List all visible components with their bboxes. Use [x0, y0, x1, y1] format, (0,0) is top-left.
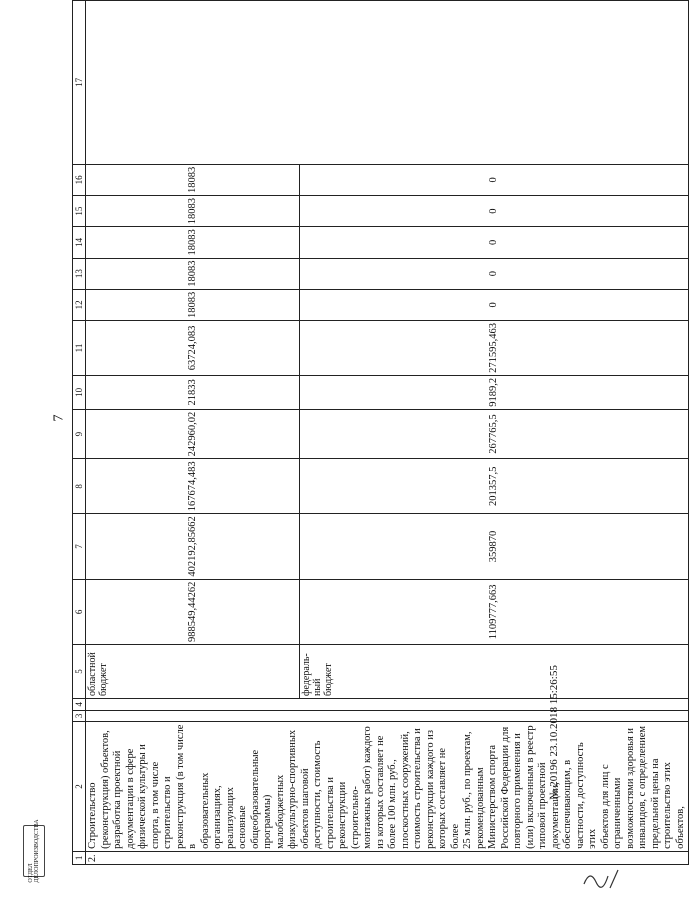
value-cell: 21833	[86, 375, 300, 409]
value-cell: 18083	[86, 196, 300, 227]
row-name-line: основные	[237, 805, 248, 849]
header-cell: 1	[73, 851, 86, 864]
row-name-line: общеобразовательные	[249, 749, 261, 849]
header-cell: 16	[73, 164, 86, 195]
value-cell: 63724,083	[86, 321, 300, 376]
table-row	[86, 1, 300, 865]
value-cell: 0	[299, 258, 688, 289]
row-name-line: монтажных работ) каждого	[362, 726, 373, 849]
row-name-line: обеспечивающим, в	[562, 759, 573, 849]
row-name-line: (или) включенным в реестр	[524, 725, 536, 849]
row-name-line: разработка проектной	[112, 750, 123, 849]
source-cell: областной бюджет	[86, 645, 300, 699]
row-name-line: организациях, реализующих	[212, 785, 236, 849]
document-registration-number: № 20196 23.10.2018 15:26:55	[548, 665, 560, 800]
row-name-line: Министерством спорта	[487, 744, 498, 849]
row-name-line: более 100 млн. руб.,	[387, 759, 398, 849]
header-cell: 3	[73, 710, 86, 722]
row-name-line: 25 млн. руб., по проектам,	[462, 731, 473, 849]
row-name-line: плоскостных сооружений,	[399, 731, 411, 849]
value-cell: 0	[299, 289, 688, 320]
header-cell: 8	[73, 459, 86, 514]
rotated-table-sheet	[60, 0, 686, 905]
header-cell: 14	[73, 227, 86, 258]
row-name-line: (реконструкция) объектов,	[99, 730, 111, 849]
header-cell: 7	[73, 514, 86, 579]
value-cell: 271595,463	[299, 321, 688, 376]
header-cell: 13	[73, 258, 86, 289]
value-cell: 18083	[86, 164, 300, 195]
source-cell: федераль-ный бюджет	[299, 645, 688, 699]
row-name-line: спорта, в том числе	[149, 761, 161, 849]
value-cell: 242960,02	[86, 409, 300, 459]
row-name-line: Российской Федерации для	[499, 726, 511, 849]
row-name-line: ограниченными	[612, 777, 623, 849]
row-name-line: строительство этих объектов,	[662, 762, 686, 849]
row-name-line: физкультурно-спортивных	[287, 729, 298, 849]
row-name-line: реконструкции (строительно-	[337, 781, 361, 849]
value-cell: 988549,44262	[86, 579, 300, 644]
row-name-line: стоимость строительства и	[412, 728, 423, 849]
row-name-line: возможностями здоровья и	[624, 727, 636, 849]
row-name-line: программы) малобюджетных	[262, 774, 286, 849]
header-cell: 2	[73, 722, 86, 852]
value-cell: 18083	[86, 227, 300, 258]
header-cell: 12	[73, 289, 86, 320]
value-cell: 18083	[86, 258, 300, 289]
row-name-line: строительства и	[324, 777, 336, 849]
col4-cell	[86, 698, 689, 710]
row-name	[86, 722, 689, 852]
header-cell: 6	[73, 579, 86, 644]
row-name-line: реконструкции каждого из	[424, 730, 436, 849]
row-name-line: из которых составляет не	[374, 735, 386, 849]
page-number: 7	[51, 414, 67, 422]
header-cell: 4	[73, 698, 86, 710]
row-name-line: предельной цены на	[649, 758, 661, 849]
handwritten-mark-icon	[582, 864, 622, 894]
row-name-line: инвалидов, с определением	[637, 725, 648, 849]
value-cell	[86, 1, 689, 165]
header-cell: 15	[73, 196, 86, 227]
row-name-line: документации,	[549, 782, 561, 849]
value-cell: 0	[299, 227, 688, 258]
row-name-line: объектов шаговой	[299, 768, 311, 849]
col3-cell	[86, 710, 689, 722]
header-cell: 10	[73, 375, 86, 409]
value-cell: 267765,5	[299, 409, 688, 459]
value-cell: 167674,483	[86, 459, 300, 514]
row-name-line: объектов для лиц с	[599, 764, 611, 849]
row-name-line: Строительство	[87, 782, 98, 849]
registry-stamp: ОТДЕЛ ДЕЛОПРОИЗВОДСТВА	[23, 825, 45, 877]
value-cell: 359870	[299, 514, 688, 579]
header-cell: 17	[73, 1, 86, 165]
row-name-line: повторного применения и	[512, 733, 523, 849]
value-cell: 0	[299, 164, 688, 195]
value-cell: 18083	[86, 289, 300, 320]
value-cell: 0	[299, 196, 688, 227]
header-cell: 5	[73, 645, 86, 699]
header-cell: 11	[73, 321, 86, 376]
row-name-line: образовательных	[199, 772, 211, 849]
value-cell: 402192,85662	[86, 514, 300, 579]
value-cell: 9189,2	[299, 375, 688, 409]
budget-table	[72, 0, 689, 865]
row-name-line: строительство и	[162, 776, 173, 849]
row-name-line: которых составляет не более	[437, 748, 461, 849]
row-name-line: частности, доступность этих	[574, 742, 598, 849]
row-name-line: рекомендованным	[474, 767, 486, 849]
header-row	[73, 1, 86, 865]
row-index: 2.	[86, 851, 689, 864]
row-name-line: документации в сфере	[124, 748, 136, 849]
row-name-line: реконструкция (в том числе в	[174, 724, 198, 849]
value-cell: 1109777,663	[299, 579, 688, 644]
value-cell: 201357,5	[299, 459, 688, 514]
row-name-line: доступности, стоимость	[312, 740, 323, 849]
row-name-line: физической культуры и	[137, 744, 148, 849]
row-name-lines	[87, 724, 687, 849]
row-name-line: типовой проектной	[537, 762, 548, 849]
header-cell: 9	[73, 409, 86, 459]
